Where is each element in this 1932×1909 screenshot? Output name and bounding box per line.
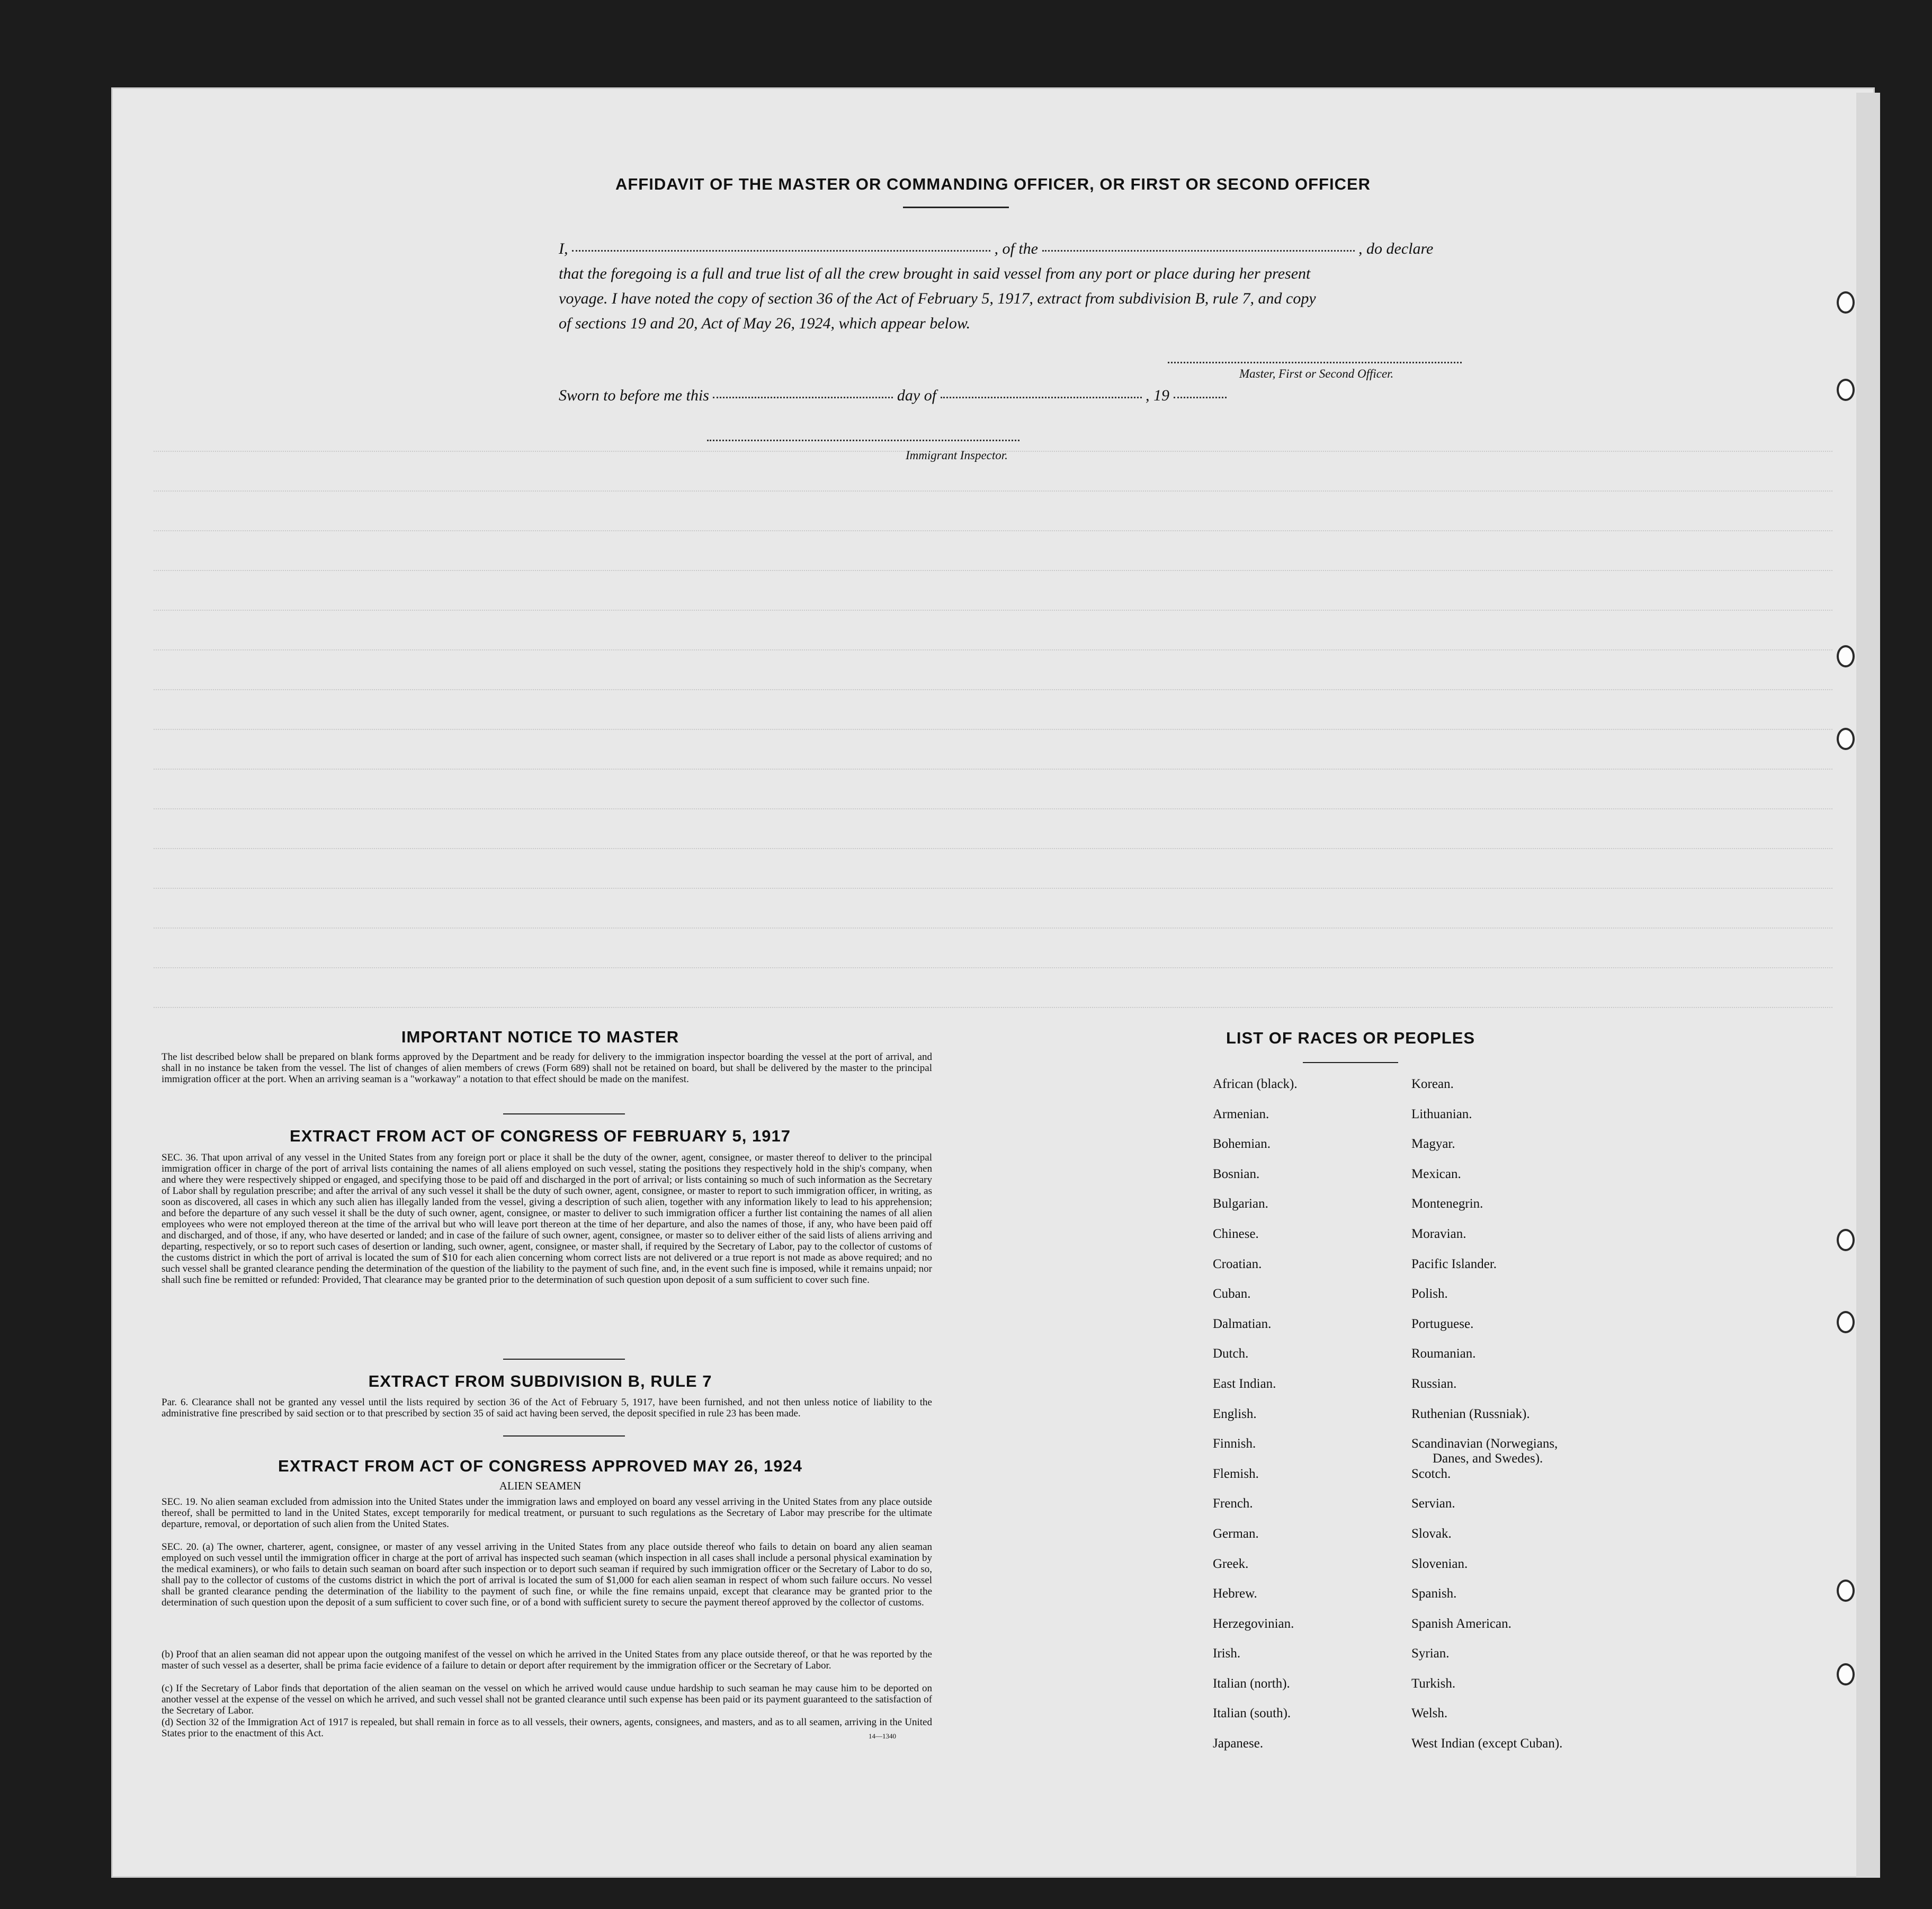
inspector-signature-line <box>707 440 1019 441</box>
rule7-rule <box>503 1435 625 1437</box>
sworn-day-of: day of <box>897 387 937 404</box>
race-item: Dutch. <box>1213 1346 1249 1361</box>
race-item: Flemish. <box>1213 1466 1259 1481</box>
race-item: East Indian. <box>1213 1376 1276 1391</box>
race-item: Cuban. <box>1213 1287 1251 1301</box>
extract-1924-title: EXTRACT FROM ACT OF CONGRESS APPROVED MAY 26, 1924 <box>278 1457 802 1475</box>
race-item: Ruthenian (Russniak). <box>1411 1406 1530 1421</box>
affidavit-declare: , do declare <box>1358 240 1434 257</box>
sworn-year: , 19 <box>1146 387 1170 404</box>
section-20b: (b) Proof that an alien seaman did not appear upon the outgoing manifest of the vessel on which he arrived in the United States from any place outside thereof, or that he was reported by the master of such vessel as a deserter, shall be prima facie evidence of a failure to detain or deport after requirement by the immigration officer or the Secretary of Labor. <box>162 1649 932 1671</box>
sworn-text: Sworn to before me this <box>559 387 709 404</box>
sworn-month-blank <box>941 397 1142 398</box>
sworn-date-blank <box>713 397 893 398</box>
affidavit-of-the: , of the <box>994 240 1038 257</box>
race-item: Moravian. <box>1411 1226 1466 1241</box>
race-item <box>1411 1437 1562 1467</box>
sworn-year-blank <box>1174 397 1227 398</box>
master-label: Master, First or Second Officer. <box>1239 367 1394 380</box>
race-item: African (black). <box>1213 1077 1298 1091</box>
race-item: Armenian. <box>1213 1107 1269 1121</box>
affidavit-title: AFFIDAVIT OF THE MASTER OR COMMANDING OFFICER, OR FIRST OR SECOND OFFICER <box>615 175 1371 193</box>
vessel-blank <box>1042 250 1355 252</box>
race-item: Roumanian. <box>1411 1346 1476 1361</box>
race-item: Portuguese. <box>1411 1316 1474 1331</box>
race-item: Korean. <box>1411 1077 1454 1091</box>
race-item: German. <box>1213 1526 1259 1541</box>
section-20a: SEC. 20. (a) The owner, charterer, agent, consignee, or master of any vessel arriving in the United States from any place outside thereof who fails to detain on board any alien seaman employed on such vessel until the immigration officer in charge at the port of arrival has inspected such seaman (which inspection in all cases shall include a personal physical examination by the medical examiners), or who fails to detain such seaman on board after such inspection or to deport such seaman if required by such immigration officer or the Secretary of Labor to do so, shall pay to the collector of customs of the customs district in which the port of arrival is located the sum of $1,000 for each alien seaman in respect of whom such failure occurs. No vessel shall be granted clearance pending the determination of the liability to the payment of such fine, or while the fine remains unpaid, except that clearance may be granted prior to the determination of such question upon the deposit of a sum sufficient to cover such fine, or of a bond with sufficient surety to secure the payment thereof approved by the collector of customs. <box>162 1541 932 1608</box>
race-item: Bulgarian. <box>1213 1197 1268 1211</box>
race-item: English. <box>1213 1406 1257 1421</box>
race-item: Slovenian. <box>1411 1556 1468 1571</box>
race-item: Irish. <box>1213 1646 1241 1661</box>
race-item: Montenegrin. <box>1411 1197 1483 1211</box>
inspector-label: Immigrant Inspector. <box>906 449 1008 462</box>
binder-hole-icon <box>1837 1311 1855 1333</box>
affidavit-title-rule <box>903 207 1009 208</box>
race-item: Polish. <box>1411 1287 1448 1301</box>
binder-hole-icon <box>1837 1580 1855 1602</box>
extract-1917-title: EXTRACT FROM ACT OF CONGRESS OF FEBRUARY 5, 1917 <box>290 1127 791 1145</box>
race-item: Russian. <box>1411 1376 1457 1391</box>
race-item: Bosnian. <box>1213 1166 1260 1181</box>
races-title: LIST OF RACES OR PEOPLES <box>1226 1029 1475 1047</box>
notice-title: IMPORTANT NOTICE TO MASTER <box>401 1028 679 1046</box>
notice-body: The list described below shall be prepared on blank forms approved by the Department and be ready for delivery to the immigration inspector boarding the vessel at the port of arrival, and shall in no instance be taken from the vessel. The list of changes of alien members of crews (Form 689) shall not be retained on board, but shall be delivered by the master to the principal immigration officer at the port. When an arriving seaman is a "workaway" a notation to that effect should be made on the manifest. <box>162 1051 932 1085</box>
race-item: Turkish. <box>1411 1676 1456 1691</box>
races-rule <box>1303 1062 1398 1063</box>
race-item: Mexican. <box>1411 1166 1461 1181</box>
race-item-scandinavian: Scandinavian (Norwegians, <box>1411 1437 1558 1451</box>
document-page <box>111 87 1875 1878</box>
race-item: Pacific Islander. <box>1411 1256 1497 1271</box>
race-item: Scotch. <box>1411 1466 1451 1481</box>
rule7-title: EXTRACT FROM SUBDIVISION B, RULE 7 <box>368 1372 712 1390</box>
form-number: 14—1340 <box>869 1732 896 1740</box>
section-20d: (d) Section 32 of the Immigration Act of 1917 is repealed, but shall remain in force as to all vessels, their owners, agents, consignees, and masters, and as to all seamen, arriving in the United States prior to the enactment of this Act. <box>162 1717 932 1739</box>
race-item: Magyar. <box>1411 1137 1455 1152</box>
race-item: Syrian. <box>1411 1646 1450 1661</box>
race-item: Italian (south). <box>1213 1706 1291 1721</box>
race-item: Spanish American. <box>1411 1616 1511 1631</box>
section-19: SEC. 19. No alien seaman excluded from admission into the United States under the immigration laws and employed on board any vessel arriving in the United States from any place outside thereof, shall be permitted to land in the United States, except temporarily for medical treatment, or pursuant to such regulations as the Secretary of Labor may prescribe for the ultimate departure, removal, or deportation of such alien from the United States. <box>162 1496 932 1530</box>
race-item: Croatian. <box>1213 1256 1262 1271</box>
affidavit-line3: voyage. I have noted the copy of section 36 of the Act of February 5, 1917, extract from subdivision B, rule 7, and copy <box>559 290 1316 307</box>
race-item-scandinavian-cont: Danes, and Swedes). <box>1433 1451 1543 1466</box>
race-item: Welsh. <box>1411 1706 1448 1721</box>
section-20c: (c) If the Secretary of Labor finds that deportation of the alien seaman on the vessel on which he arrived would cause undue hardship to such seaman he may cause him to be deported on another vessel at the expense of the vessel on which he arrived, and such vessel shall not be granted clearance until such expense has been paid or its payment guaranteed to the satisfaction of the Secretary of Labor. <box>162 1683 932 1716</box>
race-item: French. <box>1213 1496 1253 1511</box>
name-blank <box>572 250 990 252</box>
race-item: Italian (north). <box>1213 1676 1290 1691</box>
race-item: Finnish. <box>1213 1437 1256 1451</box>
rule7-body: Par. 6. Clearance shall not be granted any vessel until the lists required by section 36 of the Act of February 5, 1917, have been furnished, and not then unless notice of liability to the administrative fine prescribed by said section or to that prescribed by section 35 of said act having been served, the deposit specified in rule 23 has been made. <box>162 1397 932 1419</box>
races-left-column <box>1213 1077 1298 1767</box>
race-item: Spanish. <box>1411 1586 1457 1601</box>
affidavit-line4: of sections 19 and 20, Act of May 26, 1924, which appear below. <box>559 315 971 332</box>
race-item: Chinese. <box>1213 1226 1259 1241</box>
race-item: Servian. <box>1411 1496 1455 1511</box>
page-edge-strip <box>1856 93 1880 1878</box>
race-item: Herzegovinian. <box>1213 1616 1294 1631</box>
sworn-line <box>559 387 1227 405</box>
race-item: Japanese. <box>1213 1736 1264 1751</box>
race-item: Lithuanian. <box>1411 1107 1472 1121</box>
race-item: Slovak. <box>1411 1526 1452 1541</box>
binder-hole-icon <box>1837 1229 1855 1251</box>
affidavit-line1 <box>559 240 1618 258</box>
binder-hole-icon <box>1837 645 1855 667</box>
races-right-column <box>1411 1077 1562 1767</box>
notice-rule <box>503 1113 625 1114</box>
affidavit-line2: that the foregoing is a full and true list of all the crew brought in said vessel from any port or place during her present <box>559 265 1311 282</box>
binder-hole-icon <box>1837 291 1855 314</box>
alien-seamen-subtitle: ALIEN SEAMEN <box>499 1479 582 1492</box>
race-item: Bohemian. <box>1213 1137 1271 1152</box>
extract-1917-rule <box>503 1359 625 1360</box>
master-signature-line <box>1168 362 1462 363</box>
binder-hole-icon <box>1837 728 1855 750</box>
race-item: Greek. <box>1213 1556 1249 1571</box>
extract-1917-body: SEC. 36. That upon arrival of any vessel in the United States from any foreign port or place it shall be the duty of the owner, agent, consignee, or master thereof to deliver to the principal immigration officer in charge of the port of arrival lists containing the names of all aliens employed on such vessel, stating the positions they respectively hold in the ship's company, when and where they were respectively shipped or engaged, and specifying those to be paid off and discharged in the port of arrival; or lists containing so much of such information as the Secretary of Labor shall by regulation prescribe; and after the arrival of any such vessel it shall be the duty of such owner, agent, consignee, or master to report to such immigration officer, in writing, as soon as discovered, all cases in which any such alien has illegally landed from the vessel, giving a description of such alien, together with any information likely to lead to his apprehension; and before the departure of any such vessel it shall be the duty of such owner, agent, consignee, or master to deliver to such immigration officer a further list containing the names of all alien employees who were not employed thereon at the time of the arrival but who will leave port thereon at the time of her departure, and also the names of those, if any, who have been paid off and discharged, and of those, if any, who have deserted or landed; and in case of the failure of such owner, agent, consignee, or master so to deliver either of the said lists of aliens arriving and departing, respectively, or so to report such cases of desertion or landing, such owner, agent, consignee, or master shall, if required by the Secretary of Labor, pay to the collector of customs of the customs district in which the port of arrival is located the sum of $10 for each alien concerning whom correct lists are not delivered or a true report is not made as above required; and no such vessel shall be granted clearance pending the determination of the question of the liability to the payment of such fine, and, in the event such fine is imposed, while it remains unpaid; nor shall such fine be remitted or refunded: Provided, That clearance may be granted prior to the determination of such question upon deposit of a sum sufficient to cover such fine. <box>162 1152 932 1286</box>
binder-hole-icon <box>1837 1663 1855 1685</box>
binder-hole-icon <box>1837 379 1855 401</box>
affidavit-i: I, <box>559 240 568 257</box>
race-item: West Indian (except Cuban). <box>1411 1736 1563 1751</box>
race-item: Dalmatian. <box>1213 1316 1272 1331</box>
race-item: Hebrew. <box>1213 1586 1257 1601</box>
